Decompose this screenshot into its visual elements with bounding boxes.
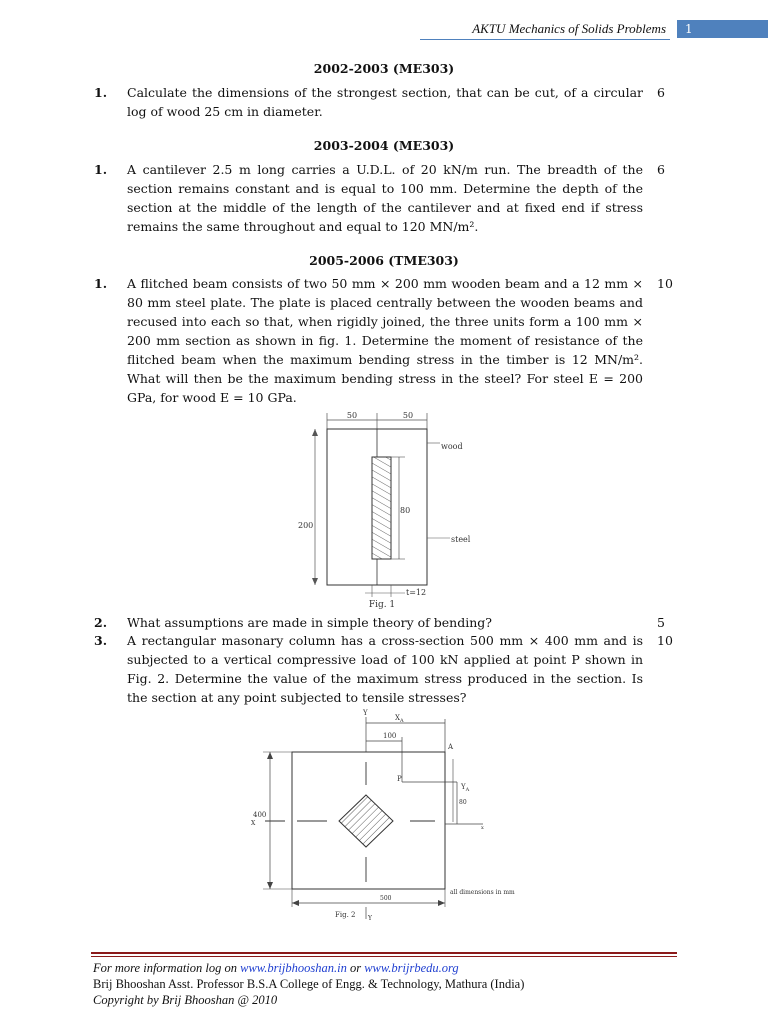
footer-rule-thin [91, 956, 677, 957]
footer-or: or [346, 961, 365, 975]
section-year-heading: 2003-2004 (ME303) [313, 138, 455, 153]
question-text: A rectangular masonary column has a cross-section 500 mm × 400 mm and is subjected to a vertical compressive load of 100 kN applied at point P shown in Fig. 2. Determine the value of the maximum stress produced in the section. Is the section at any point subjected to tensile stresses? [127, 633, 643, 705]
footer-rule [91, 952, 677, 954]
label-a: A [448, 743, 454, 751]
label-y-bottom: Y [368, 915, 372, 922]
label-x-small: x [481, 825, 484, 831]
dim-t12: t=12 [406, 588, 427, 597]
question-marks: 6 [657, 162, 665, 177]
footer-copyright: Copyright by Brij Bhooshan @ 2010 [93, 993, 278, 1007]
section-year-heading: 2005-2006 (TME303) [309, 253, 459, 268]
question-number: 1. [94, 162, 108, 177]
question-number: 1. [94, 276, 108, 291]
link-brijrbedu[interactable]: www.brijrbedu.org [364, 961, 459, 975]
header-rule [420, 39, 670, 40]
dim-500: 500 [380, 895, 392, 902]
question-marks: 10 [657, 633, 673, 648]
question-text: A cantilever 2.5 m long carries a U.D.L. of 20 kN/m run. The breadth of the section remains constant and is equal to 100 mm. Determine the depth of the section at the middle of the length of the cantilever and at fixed end if stress remains the same throughout and equal to 120 MN/m². [127, 162, 643, 234]
footer-info-line [93, 960, 459, 976]
figure-2-masonry-column [245, 707, 525, 927]
question-text: A flitched beam consists of two 50 mm × 200 mm wooden beam and a 12 mm × 80 mm steel plate. The plate is placed centrally between the wooden beams and recused into each so that, when rigidly joined, the three units form a 100 mm × 200 mm section as shown in fig. 1. Determine the moment of resistance of the flitched beam when the maximum bending stress in the timber is 12 MN/m². What will then be the maximum bending stress in the steel? For steel E = 200 GPa, for wood E = 10 GPa. [127, 276, 643, 405]
figure-2-caption: Fig. 2 [335, 911, 356, 919]
page-number: 1 [677, 20, 768, 38]
label-ya: $Y_A$ [461, 783, 470, 793]
dim-100: 100 [383, 732, 397, 740]
dim-200: 200 [298, 521, 314, 530]
link-brijbhooshan[interactable]: www.brijbhooshan.in [240, 961, 347, 975]
figure-1-caption: Fig. 1 [368, 600, 396, 610]
note-all-dimensions: all dimensions in mm [450, 889, 515, 896]
question-number: 1. [94, 85, 108, 100]
question-number: 3. [94, 633, 108, 648]
label-y-top: Y [363, 709, 368, 717]
question-text: What assumptions are made in simple theory of bending? [127, 615, 492, 630]
label-steel: steel [451, 535, 471, 544]
footer-author: Brij Bhooshan Asst. Professor B.S.A College of Engg. & Technology, Mathura (India) [93, 977, 525, 991]
label-xa: $X_A$ [395, 714, 404, 724]
question-text: Calculate the dimensions of the strongest section, that can be cut, of a circular log of wood 25 cm in diameter. [127, 85, 643, 119]
question-marks: 6 [657, 85, 665, 100]
section-year-heading: 2002-2003 (ME303) [313, 61, 455, 76]
question-number: 2. [94, 615, 108, 630]
footer-prefix: For more information log on [93, 961, 241, 975]
label-p: P [397, 775, 402, 783]
question-marks: 5 [657, 615, 665, 630]
dim-80: 80 [459, 799, 467, 806]
page-header [0, 20, 768, 40]
document-title: AKTU Mechanics of Solids Problems [472, 21, 666, 36]
dim-50-right: 50 [402, 411, 414, 420]
figure-1-flitched-beam [295, 405, 485, 610]
dim-50-left: 50 [346, 411, 358, 420]
dim-400: 400 [253, 811, 267, 819]
question-marks: 10 [657, 276, 673, 291]
label-wood: wood [441, 442, 463, 451]
dim-80: 80 [400, 506, 411, 515]
label-x-left: X [251, 820, 256, 827]
